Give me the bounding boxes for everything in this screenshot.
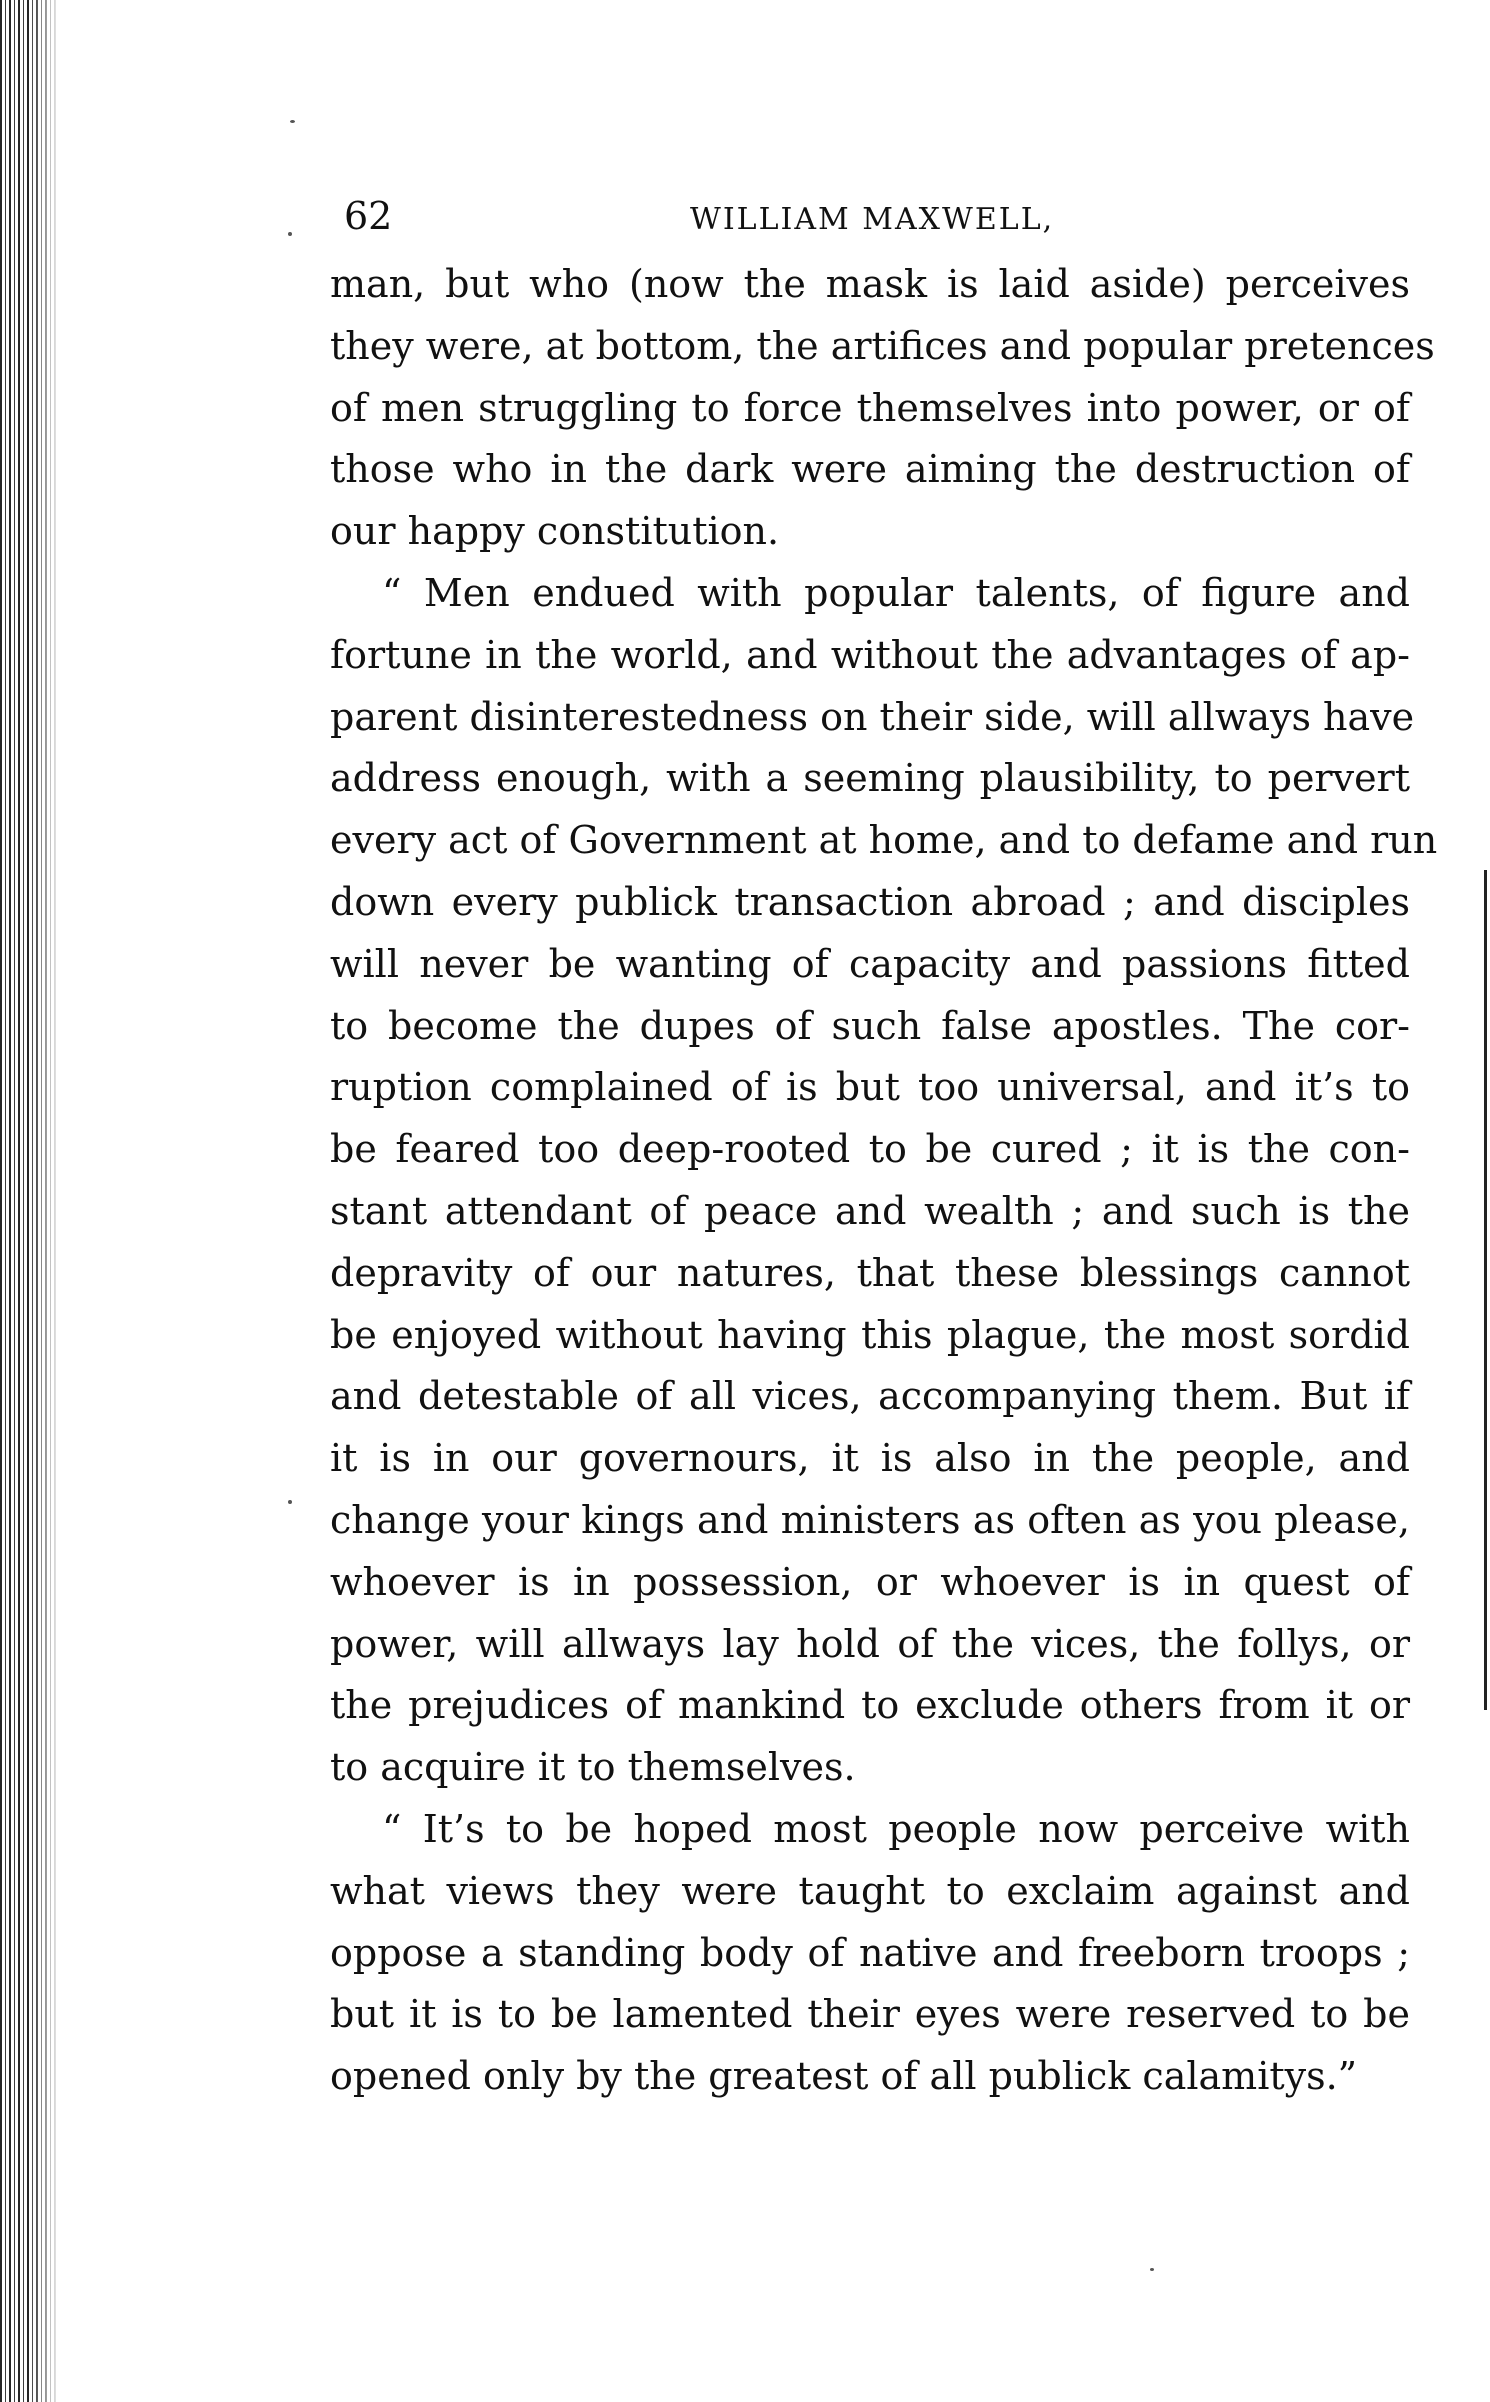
text-line: it is in our governours, it is also in the people, and (330, 1436, 1410, 1481)
text-line: to become the dupes of such false apostles. The cor- (330, 1003, 1410, 1048)
text-line: depravity of our natures, that these blessings cannot (330, 1250, 1410, 1295)
scan-edge-line (1484, 870, 1487, 1710)
text-line: but it is to be lamented their eyes were reserved to be (330, 1992, 1410, 2037)
body-text (330, 254, 1438, 2108)
scan-speck (290, 120, 295, 123)
scan-speck (288, 232, 292, 236)
text-line: every act of Government at home, and to defame and run (330, 818, 1438, 863)
book-page (330, 190, 1438, 2108)
scan-speck (1150, 2268, 1154, 2271)
scan-speck (288, 1500, 292, 1504)
text-line: they were, at bottom, the artifices and popular pretences (330, 323, 1435, 368)
text-line: ruption complained of is but too universal, and it’s to (330, 1065, 1410, 1110)
text-line: “ Men endued with popular talents, of figure and (382, 570, 1410, 615)
text-line: the prejudices of mankind to exclude others from it or (330, 1683, 1410, 1728)
scan-binding-fade (30, 0, 60, 2402)
text-line: be enjoyed without having this plague, the most sordid (330, 1312, 1410, 1357)
text-line: fortune in the world, and without the advantages of ap- (330, 632, 1410, 677)
text-line: “ It’s to be hoped most people now perceive with (382, 1806, 1410, 1851)
text-line: be feared too deep-rooted to be cured ; it is the con- (330, 1127, 1410, 1172)
running-head: WILLIAM MAXWELL, (690, 202, 1055, 237)
text-line: change your kings and ministers as often as you please, (330, 1497, 1410, 1542)
text-line: will never be wanting of capacity and passions fitted (330, 941, 1410, 986)
text-line: oppose a standing body of native and freeborn troops ; (330, 1930, 1410, 1975)
text-line: what views they were taught to exclaim against and (330, 1868, 1410, 1913)
text-line: man, but who (now the mask is laid aside) perceives (330, 262, 1410, 306)
text-line: and detestable of all vices, accompanying them. But if (330, 1374, 1410, 1419)
text-line: whoever is in possession, or whoever is in quest of (330, 1559, 1410, 1604)
text-line: address enough, with a seeming plausibility, to pervert (330, 756, 1410, 801)
text-line: our happy constitution. (330, 509, 780, 554)
text-line: down every publick transaction abroad ; and disciples (330, 879, 1410, 924)
text-line: opened only by the greatest of all publick calamitys.” (330, 2054, 1358, 2099)
text-line: stant attendant of peace and wealth ; and such is the (330, 1188, 1410, 1233)
text-line: those who in the dark were aiming the destruction of (330, 447, 1410, 492)
text-line: of men struggling to force themselves into power, or of (330, 385, 1410, 430)
text-line: to acquire it to themselves. (330, 1745, 856, 1790)
page-number: 62 (344, 194, 393, 238)
page-header (330, 190, 1410, 254)
text-line: parent disinterestedness on their side, will allways have (330, 694, 1415, 739)
text-line: power, will allways lay hold of the vices, the follys, or (330, 1621, 1410, 1666)
